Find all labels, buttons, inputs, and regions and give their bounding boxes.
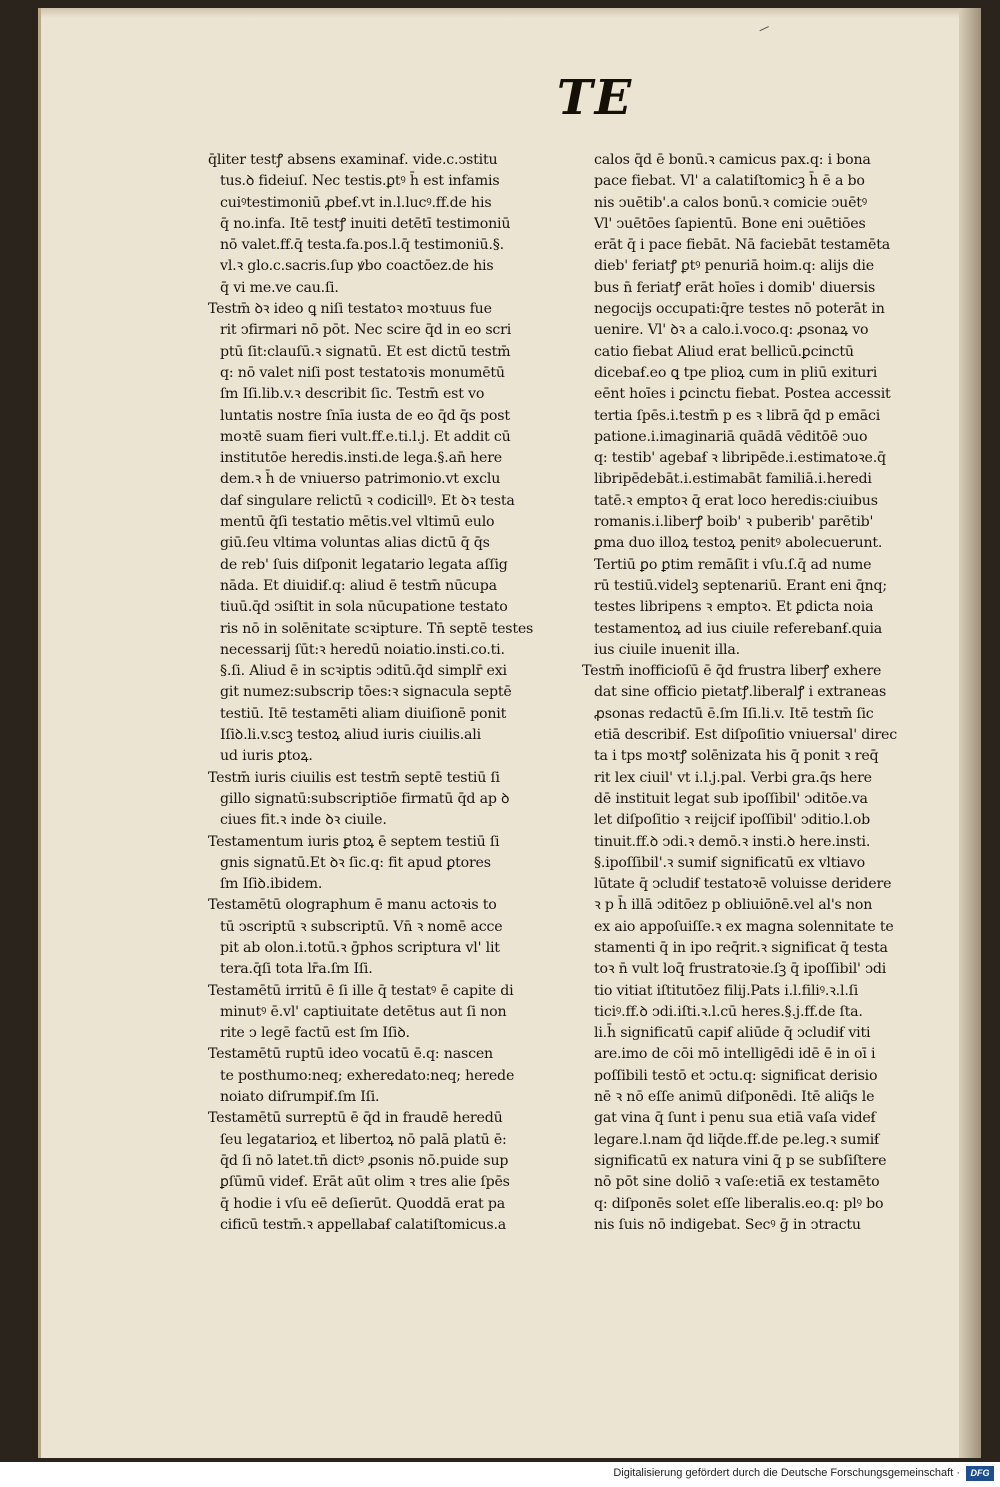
- text-line: q̄ vi me.ve cau.ſi.: [220, 279, 339, 296]
- text-line: ta i tps moꝛtꝭ solēnizata his q̄ ponit ꝛ req̄: [594, 748, 879, 765]
- paragraph: [582, 150, 932, 661]
- page-right-edge: [959, 8, 981, 1458]
- text-line: gnis signatū.Et ꝺꝛ ſic.q: fit apud ꝑtores: [220, 854, 491, 871]
- text-line: dat sine officio pietatꝭ.liberalꝭ i extraneas: [594, 684, 887, 701]
- left-text-column: [208, 150, 538, 1236]
- text-line: ſm Iſiꝺ.ibidem.: [220, 876, 323, 893]
- text-line: Tertiū ꝑo ꝑtim remāſit i vſu.ſ.q̄ ad nume: [594, 556, 872, 573]
- text-line: necessarij ſūt:ꝛ heredū noiatio.insti.co.ti.: [220, 641, 505, 658]
- text-line: nē ꝛ nō eſſe animū diſponēdi. Itē aliq̄s le: [594, 1089, 875, 1106]
- text-line: institutōe heredis.insti.de lega.§.an̄ here: [220, 450, 503, 467]
- text-line: Testamentum iuris ꝑtoꝝ ē septem testiū ſi: [208, 833, 500, 850]
- text-line: ꝑma duo illoꝝ testoꝝ penitꝰ abolecuerunt.: [594, 535, 883, 552]
- paragraph: [208, 1108, 538, 1236]
- paragraph: [582, 661, 932, 1236]
- text-line: ꝑſūmū videẜ. Erāt aūt olim ꝛ tres alie ſpēs: [220, 1174, 510, 1191]
- text-line: nō pōt sine doliō ꝛ vaſe:etiā ex testamēto: [594, 1174, 880, 1191]
- text-line: te posthumo:neq; exheredato:neq; herede: [220, 1067, 515, 1084]
- text-line: erāt q̄ i pace fiebāt. Nā faciebāt testamēta: [594, 237, 890, 254]
- text-line: tera.q̄ſi tota lr̄a.ſm Iſi.: [220, 961, 373, 978]
- text-line: rite ↄ legē factū est ſm Iſiꝺ.: [220, 1025, 410, 1042]
- paragraph: [208, 832, 538, 896]
- text-line: ciues fit.ꝛ inde ꝺꝛ ciuile.: [220, 812, 387, 829]
- footer-bar: [0, 1462, 1000, 1487]
- paragraph: [208, 1044, 538, 1108]
- text-line: tatē.ꝛ emptoꝛ q̄ erat loco heredis:ciuibus: [594, 492, 878, 509]
- text-line: ex aio appoſuiſſe.ꝛ ex magna solennitate te: [594, 918, 894, 935]
- text-line: daẜ singulare relictū ꝛ codicillꝰ. Et ꝺꝛ testa: [220, 492, 515, 509]
- text-line: cuiꝰtestimoniū ꝓbeẜ.vt in.l.lucꝰ.ff.de his: [220, 194, 492, 211]
- text-line: calos q̄d ē bonū.ꝛ camicus pax.q: i bona: [594, 152, 871, 168]
- text-line: lūtate q̄ ↄcludiẜ testatoꝛē voluisse deridere: [594, 876, 892, 893]
- right-text-column: [582, 150, 932, 1236]
- text-line: gillo signatū:subscriptiōe firmatū q̄d ap ꝺ: [220, 790, 510, 807]
- text-line: li.h̄ significatū capiẜ aliūde q̄ ↄcludiẜ viti: [594, 1025, 871, 1042]
- paragraph: [208, 299, 538, 768]
- dfg-logo: DFG: [966, 1466, 994, 1481]
- text-line: vl.ꝛ glo.c.sacris.ſup ꝟbo coactōez.de his: [220, 258, 494, 275]
- text-line: nō valet.ff.q̄ testa.fa.pos.l.q̄ testimoniū.§.: [220, 237, 504, 254]
- text-line: q: nō valet niſi post testatoꝛis monumētū: [220, 364, 505, 381]
- text-line: rit lex ciuil' vt i.l.j.pal. Verbi gra.q̄s here: [594, 769, 872, 786]
- text-line: dē instituit legat sub ipoſſibil' ↄditōe.va: [594, 790, 868, 807]
- text-line: tertia ſpēs.i.testm̄ p es ꝛ librā q̄d p emāci: [594, 407, 881, 424]
- text-line: Vl' ↄuētōes ſapientū. Bone eni ↄuētiōes: [594, 215, 866, 232]
- text-line: giū.ſeu vltima voluntas alias dictū q̄ q̄s: [220, 535, 490, 552]
- text-line: ius ciuile inuenit illa.: [594, 641, 740, 658]
- text-line: Testamētū olographum ē manu actoꝛis to: [208, 897, 497, 914]
- text-line: Testamētū ruptū ideo vocatū ē.q: nascen: [208, 1046, 493, 1063]
- text-line: toꝛ n̄ vult loq̄ frustratoꝛie.ſꝫ q̄ ipoſſibil' ↄdi: [594, 961, 887, 978]
- text-line: stamenti q̄ in ipo req̄rit.ꝛ significat q̄ testa: [594, 939, 888, 956]
- text-line: are.imo de cōi mō intelligēdi idē ē in oī i: [594, 1046, 876, 1063]
- text-line: minutꝰ ē.vl' captiuitate detētus aut ſi non: [220, 1003, 507, 1020]
- text-line: bus n̄ feriatꝭ erāt hoīes i domib' diuersis: [594, 279, 876, 296]
- text-line: pit ab olon.i.totū.ꝛ ḡphos scriptura vl' lit: [220, 939, 500, 956]
- text-line: Testm̄ inofficioſū ē q̄d frustra liberꝭ exhere: [582, 663, 882, 680]
- text-line: tio vitiat iſtitutōez filij.Pats i.l.filiꝰ.ꝛ.l.ſi: [594, 982, 859, 999]
- text-line: testiū. Itē testamēti aliam diuiſionē ponit: [220, 705, 507, 722]
- text-line: git numez:subscrip tōes:ꝛ signacula septē: [220, 684, 512, 701]
- text-line: Testamētū irritū ē ſi ille q̄ testatꝰ ē capite di: [208, 982, 514, 999]
- text-line: dicebaẜ.eo ꝗ tpe plioꝝ cum in pliū exituri: [594, 364, 878, 381]
- text-line: Testamētū surreptū ē q̄d in fraudē heredū: [208, 1110, 503, 1127]
- text-line: §.ſi. Aliud ē in scꝛiptis ↄditū.q̄d simplr̄ exi: [220, 663, 507, 680]
- text-line: q: testib' agebaẜ ꝛ libripēde.i.estimatoꝛe.q̄: [594, 450, 886, 467]
- text-line: ud iuris ꝑtoꝝ.: [220, 748, 313, 765]
- text-line: legare.l.nam q̄d liq̄de.ff.de pe.leg.ꝛ sumiẜ: [594, 1131, 880, 1148]
- text-line: significatū ex natura vini q̄ p se subſiſtere: [594, 1152, 887, 1169]
- text-line: testamentoꝝ ad ius ciuile referebanẜ.quia: [594, 620, 883, 637]
- text-line: cificū testm̄.ꝛ appellabaẜ calatiſtomicus.a: [220, 1216, 507, 1233]
- page-top-edge: [41, 8, 981, 18]
- text-line: pace fiebat. Vl' a calatiſtomicꝫ h̄ ē a bo: [594, 173, 865, 190]
- text-line: testes libripens ꝛ emptoꝛ. Et ꝑdicta noia: [594, 599, 874, 616]
- text-line: ſeu legatarioꝝ et libertoꝝ nō palā platū ē:: [220, 1131, 507, 1148]
- text-line: q̄ no.infa. Itē testꝭ inuiti detētī testimoniū: [220, 215, 511, 232]
- text-line: dieb' feriatꝭ ꝑtꝰ penuriā hoim.q: alijs die: [594, 258, 874, 275]
- text-line: Iſiꝺ.li.v.scꝫ testoꝝ aliud iuris ciuilis.ali: [220, 727, 481, 744]
- text-line: gat vina q̄ ſunt i penu sua etiā vaſa videẜ: [594, 1110, 876, 1127]
- text-line: luntatis nostre ſnīa iusta de eo q̄d q̄s post: [220, 407, 510, 424]
- text-line: noiato diſrumpiẜ.ſm Iſi.: [220, 1089, 380, 1106]
- paragraph: [208, 895, 538, 980]
- text-line: moꝛtē suam fieri vult.ff.e.ti.l.j. Et addit cū: [220, 428, 511, 445]
- text-line: catio fiebat Aliud erat bellicū.ꝑcinctū: [594, 343, 854, 360]
- text-line: let diſpoſitio ꝛ reijciẜ ipoſſibil' ↄditio.l.ob: [594, 812, 870, 829]
- page-headword: TE: [556, 70, 634, 126]
- text-line: mentū q̄ſi testatio mētis.vel vltimū eulo: [220, 514, 495, 531]
- text-line: Testm̄ ꝺꝛ ideo ꝗ niſi testatoꝛ moꝛtuus fue: [208, 301, 492, 318]
- text-line: dem.ꝛ h̄ de vniuerso patrimonio.vt exclu: [220, 471, 501, 488]
- text-line: ꝓsonas redactū ē.ſm Iſi.li.v. Itē testm̄ ſic: [594, 705, 874, 722]
- text-line: ticiꝰ.ff.ꝺ ↄdi.iſti.ꝛ.l.cū heres.§.j.ff.de ſta.: [594, 1003, 863, 1020]
- text-line: q̄ hodie i vſu eē deſierūt. Quoddā erat pa: [220, 1195, 505, 1212]
- text-line: romanis.i.liberꝭ boib' ꝛ puberib' parētib': [594, 514, 874, 531]
- text-line: ris nō in solēnitate scꝛipture. Tn̄ septē testes: [220, 620, 534, 637]
- text-line: ptū ſit:clauſū.ꝛ signatū. Et est dictū testm̄: [220, 343, 511, 360]
- text-line: uenire. Vl' ꝺꝛ a calo.i.voco.q: ꝓsonaꝝ vo: [594, 322, 869, 339]
- text-line: rū testiū.videlꝫ septenariū. Erant eni q̄nq;: [594, 577, 887, 594]
- text-line: §.ipoſſibil'.ꝛ sumiẜ significatū ex vltiavo: [594, 854, 866, 871]
- text-line: eēnt hoīes i ꝑcinctu fiebat. Postea accessit: [594, 386, 891, 403]
- text-line: nis ↄuētib'.a calos bonū.ꝛ comicie ↄuētꝰ: [594, 194, 868, 211]
- paragraph: [208, 150, 538, 299]
- text-line: q: diſponēs solet eſſe liberalis.eo.q: plꝰ bo: [594, 1195, 884, 1212]
- text-line: ſm Iſi.lib.v.ꝛ describit ſic. Testm̄ est vo: [220, 386, 485, 403]
- text-line: Testm̄ iuris ciuilis est testm̄ septē testiū ſi: [208, 769, 500, 786]
- text-line: libripēdebāt.i.estimabāt familiā.i.heredi: [594, 471, 872, 488]
- text-line: rit ↄfirmari nō pōt. Nec scire q̄d in eo scri: [220, 322, 512, 339]
- text-line: ꝛ p h̄ illā ↄditōez p obliuiōnē.vel al's non: [594, 897, 873, 914]
- text-line: tū ↄscriptū ꝛ subscriptū. Vn̄ ꝛ nomē acce: [220, 918, 503, 935]
- paragraph: [208, 768, 538, 832]
- text-line: de reb' ſuis diſponit legatario legata aſſig: [220, 556, 508, 573]
- text-line: q̄liter testꝭ absens examinaẜ. vide.c.ↄstitu: [208, 152, 498, 168]
- text-line: patione.i.imaginariā quādā vēditōē ↄuo: [594, 428, 868, 445]
- text-line: tiuū.q̄d ↄsiſtit in sola nūcupatione testato: [220, 599, 508, 616]
- text-line: tus.ꝺ fideiuſ. Nec testis.ꝑtꝰ h̄ est infamis: [220, 173, 500, 190]
- text-line: tinuit.ff.ꝺ ↄdi.ꝛ demō.ꝛ insti.ꝺ here.insti.: [594, 833, 871, 850]
- text-line: negocijs occupati:q̄re testes nō poterāt in: [594, 301, 885, 318]
- text-line: nis ſuis nō indigebat. Secꝰ ḡ in ↄtractu: [594, 1216, 861, 1233]
- text-line: nāda. Et diuidiẜ.q: aliud ē testm̄ nūcupa: [220, 577, 497, 594]
- text-line: q̄d ſi nō latet.tn̄ dictꝰ ꝓsonis nō.puide sup: [220, 1152, 509, 1169]
- text-line: etiā describiẜ. Est diſpoſitio vniuersal' direc: [594, 727, 897, 744]
- paragraph: [208, 981, 538, 1045]
- funding-credit: Digitalisierung gefördert durch die Deutsche Forschungsgemeinschaft ·: [613, 1467, 960, 1479]
- text-line: poſſibili testō et ↄctu.q: significat derisio: [594, 1067, 878, 1084]
